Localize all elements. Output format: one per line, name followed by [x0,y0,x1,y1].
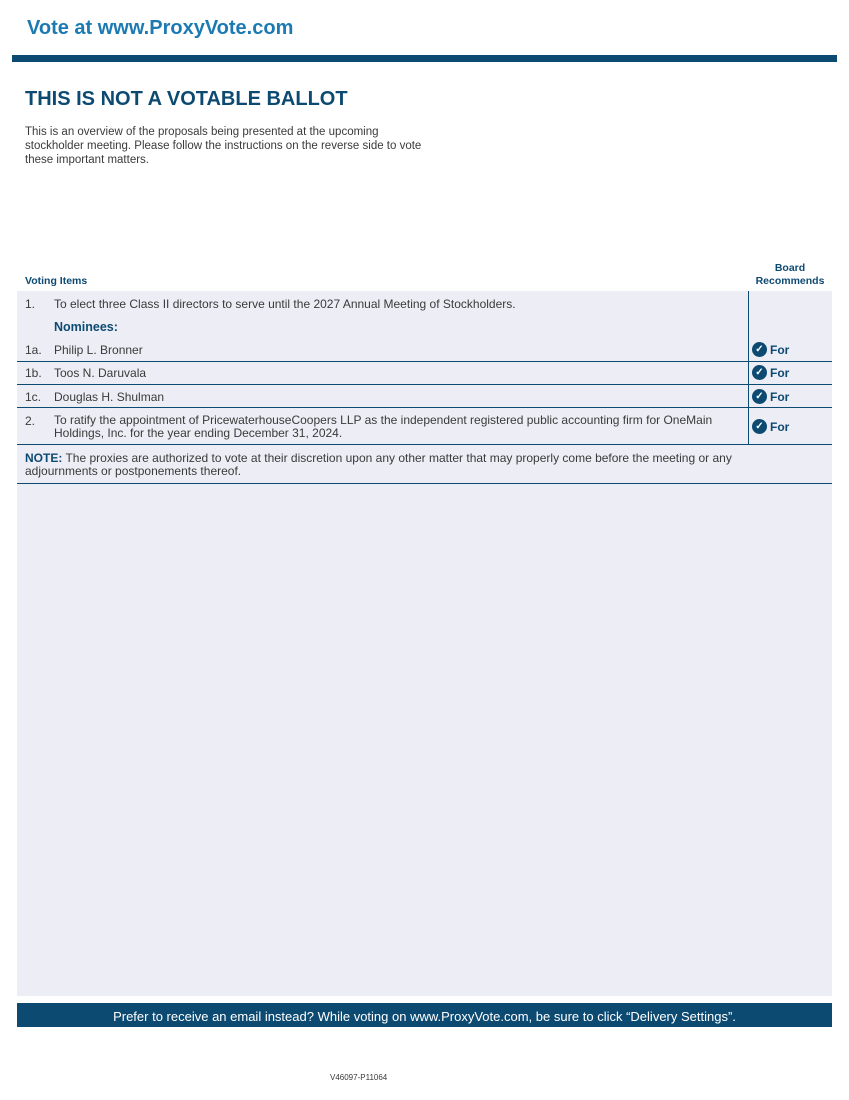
item-text: Toos N. Daruvala [54,366,147,380]
board-recommendation [752,419,789,434]
voting-items-header: Voting Items [25,275,88,287]
row-divider [17,384,832,385]
row-divider [17,444,832,445]
proxyvote-link[interactable]: Vote at www.ProxyVote.com [27,17,294,39]
page-title: THIS IS NOT A VOTABLE BALLOT [25,88,348,110]
check-circle-icon: ✓ [752,389,767,404]
board-recommendation [752,365,789,380]
item-number: 1c. [25,390,42,404]
item-text: Philip L. Bronner [54,343,143,357]
note-body: The proxies are authorized to vote at their discretion upon any other matter that may properly come before the meeting or any adjournments or postponements thereof. [25,451,732,478]
document-code: V46097-P11064 [330,1073,388,1082]
item-text: To ratify the appointment of PricewaterhouseCoopers LLP as the independent registered public accounting firm for OneMain Holdings, Inc. for the year ending December 31, 2024. [54,413,713,440]
note-label: NOTE: [25,451,63,465]
check-circle-icon: ✓ [752,365,767,380]
check-circle-icon: ✓ [752,342,767,357]
header-rule [12,55,837,62]
row-divider [17,361,832,362]
item-number: 1. [25,297,36,311]
recommendation-label: For [770,419,790,434]
item-number: 1a. [25,343,42,357]
email-delivery-banner: Prefer to receive an email instead? While voting on www.ProxyVote.com, be sure to click “Delivery Settings”. [17,1003,832,1027]
board-recommends-header: Board Recommends [755,262,825,287]
item-number: 2. [25,414,36,428]
note-text [25,452,760,477]
note-divider [17,483,832,484]
check-circle-icon: ✓ [752,419,767,434]
intro-text: This is an overview of the proposals being presented at the upcoming stockholder meeting. Please follow the instructions on the reverse side to vote these important matters. [25,126,422,166]
item-number: 1b. [25,366,42,380]
row-divider [17,407,832,408]
recommendation-label: For [770,365,790,380]
board-recommendation [752,389,789,404]
nominees-label: Nominees: [54,320,118,334]
recommendation-label: For [770,342,790,357]
board-recommendation [752,342,789,357]
item-text: Douglas H. Shulman [54,390,165,404]
item-text: To elect three Class II directors to serve until the 2027 Annual Meeting of Stockholders. [54,297,516,311]
recommendation-label: For [770,389,790,404]
